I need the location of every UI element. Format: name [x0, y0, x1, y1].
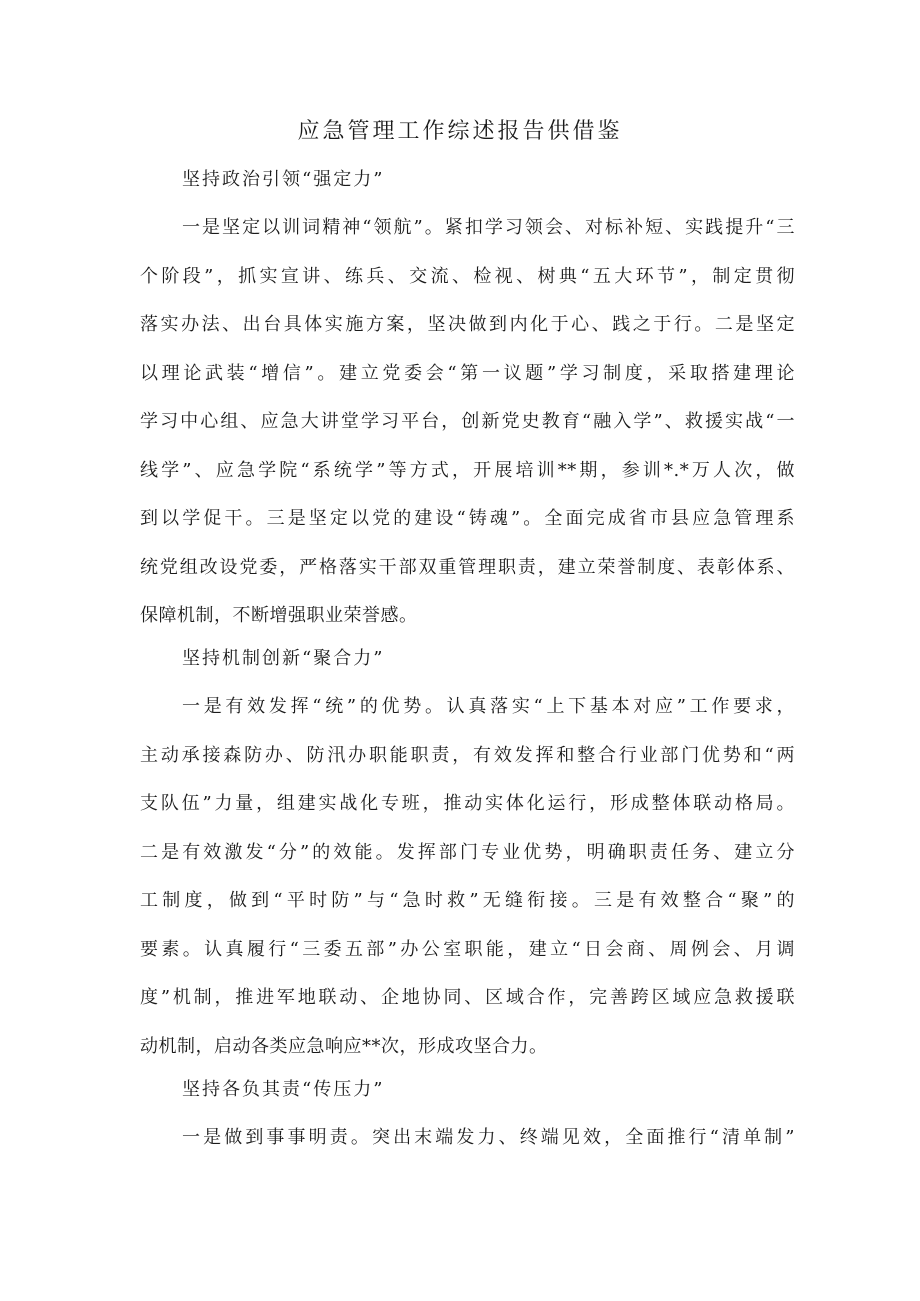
paragraph-line: 度”机制，推进军地联动、企地协同、区域合作，完善跨区域应急救援联 [140, 987, 795, 1008]
section-paragraph-3 [140, 1114, 795, 1163]
paragraph-line: 统党组改设党委，严格落实干部双重管理职责，建立荣誉制度、表彰体系、 [140, 556, 795, 578]
section-paragraph-1 [140, 204, 795, 641]
section-heading-2: 坚持机制创新“聚合力” [182, 648, 385, 669]
paragraph-line: 个阶段”，抓实宣讲、练兵、交流、检视、树典“五大环节”，制定贯彻 [140, 265, 795, 287]
paragraph-line: 学习中心组、应急大讲堂学习平台，创新党史教育“融入学”、救援实战“一 [140, 411, 795, 432]
paragraph-line: 动机制，启动各类应急响应**次，形成攻坚合力。 [140, 1035, 548, 1057]
paragraph-line: 到以学促干。三是坚定以党的建设“铸魂”。全面完成省市县应急管理系 [140, 508, 795, 529]
paragraph-line: 主动承接森防办、防汛办职能职责，有效发挥和整合行业部门优势和“两 [140, 744, 795, 766]
paragraph-line: 线学”、应急学院“系统学”等方式，开展培训**期，参训*.*万人次，做 [140, 459, 795, 481]
paragraph-line: 落实办法、出台具体实施方案，坚决做到内化于心、践之于行。二是坚定 [140, 314, 795, 335]
section-heading-3: 坚持各负其责“传压力” [182, 1079, 385, 1100]
paragraph-line: 保障机制，不断增强职业荣誉感。 [140, 605, 418, 626]
paragraph-line: 以理论武装“增信”。建立党委会“第一议题”学习制度，采取搭建理论 [140, 362, 795, 384]
paragraph-line: 工制度，做到“平时防”与“急时救”无缝衔接。三是有效整合“聚”的 [140, 890, 795, 911]
document-title: 应急管理工作综述报告供借鉴 [297, 119, 623, 144]
paragraph-line: 二是有效激发“分”的效能。发挥部门专业优势，明确职责任务、建立分 [140, 841, 795, 863]
section-paragraph-2 [140, 683, 795, 1071]
paragraph-line: 要素。认真履行“三委五部”办公室职能，建立“日会商、周例会、月调 [140, 938, 795, 960]
paragraph-line: 支队伍”力量，组建实战化专班，推动实体化运行，形成整体联动格局。 [140, 793, 795, 814]
paragraph-line: 一是坚定以训词精神“领航”。紧扣学习领会、对标补短、实践提升“三 [182, 217, 795, 238]
section-heading-1: 坚持政治引领“强定力” [182, 169, 385, 190]
paragraph-line: 一是有效发挥“统”的优势。认真落实“上下基本对应”工作要求， [182, 696, 795, 717]
paragraph-line: 一是做到事事明责。突出末端发力、终端见效，全面推行“清单制” [182, 1127, 795, 1148]
